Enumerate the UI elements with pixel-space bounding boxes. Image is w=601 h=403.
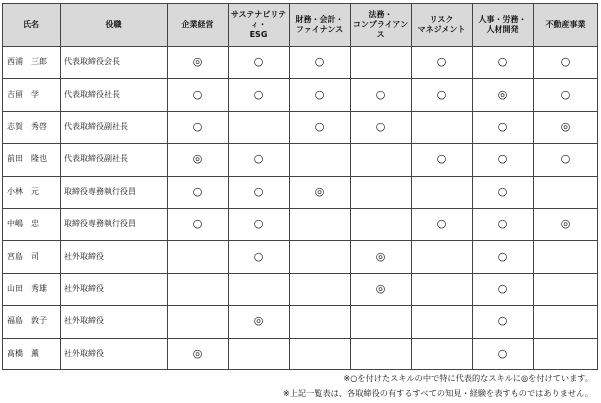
- skill-mark-hr-talent: ○: [497, 184, 508, 198]
- note-double-circle: ※○を付けたスキルの中で特に代表的なスキルに◎を付けています。: [343, 373, 593, 383]
- skill-mark-hr-talent: ○: [497, 346, 508, 360]
- skill-mark-real-estate: [533, 273, 598, 305]
- skill-mark-legal-compliance: [350, 176, 411, 208]
- header-corporate-management: [167, 3, 228, 46]
- skill-mark-risk-management: [411, 338, 472, 370]
- director-title: 代表取締役会長: [64, 57, 120, 67]
- skill-mark-sustainability-esg: ○: [253, 87, 264, 101]
- skill-mark-finance-accounting: [289, 338, 350, 370]
- skill-mark-corporate-management: ○: [192, 217, 203, 231]
- skill-mark-sustainability-esg: ◎: [253, 314, 264, 328]
- grid-line: [2, 208, 598, 209]
- director-title: 社外取締役: [64, 251, 104, 261]
- skill-mark-sustainability-esg: [228, 111, 289, 143]
- skill-mark-sustainability-esg: ○: [253, 152, 264, 166]
- grid-line: [2, 46, 598, 47]
- header-label: リスク マネジメント: [417, 14, 466, 34]
- skill-mark-risk-management: [411, 305, 472, 337]
- skill-mark-real-estate: ○: [560, 55, 571, 69]
- director-name: 前田 隆也: [7, 154, 47, 164]
- skill-mark-finance-accounting: [289, 208, 350, 240]
- skill-mark-hr-talent: ○: [497, 55, 508, 69]
- skill-mark-corporate-management: [167, 240, 228, 272]
- director-title: 取締役専務執行役員: [64, 186, 136, 196]
- header-real-estate: [533, 3, 598, 46]
- skill-mark-hr-talent: ○: [497, 281, 508, 295]
- skill-mark-sustainability-esg: [228, 338, 289, 370]
- skill-mark-real-estate: [533, 338, 598, 370]
- skill-mark-hr-talent: ○: [497, 217, 508, 231]
- skill-mark-real-estate: ◎: [560, 119, 571, 133]
- director-title: 社外取締役: [64, 316, 104, 326]
- grid-line: [228, 3, 229, 370]
- header-sustainability-esg: [228, 3, 289, 46]
- grid-line: [411, 3, 412, 370]
- skill-mark-risk-management: [411, 111, 472, 143]
- skill-mark-corporate-management: ◎: [192, 346, 203, 360]
- skill-mark-corporate-management: [167, 305, 228, 337]
- header-label: 企業経営: [181, 19, 214, 29]
- grid-line: [533, 3, 534, 370]
- skill-mark-corporate-management: ◎: [192, 152, 203, 166]
- skill-mark-legal-compliance: ○: [375, 87, 386, 101]
- skill-mark-corporate-management: ○: [192, 119, 203, 133]
- skill-mark-risk-management: ○: [436, 55, 447, 69]
- skill-mark-risk-management: [411, 240, 472, 272]
- skill-mark-sustainability-esg: [228, 273, 289, 305]
- note-disclaimer: ※上記一覧表は、各取締役の有するすべての知見・経験を表すものではありません。: [282, 388, 593, 398]
- header-hr-talent: [472, 3, 533, 46]
- grid-line: [597, 3, 598, 370]
- skill-mark-real-estate: [533, 305, 598, 337]
- header-legal-compliance: [350, 3, 411, 46]
- director-name: 西浦 三郎: [7, 57, 47, 67]
- skill-mark-real-estate: [533, 240, 598, 272]
- grid-line: [2, 240, 598, 241]
- skill-mark-hr-talent: ○: [497, 314, 508, 328]
- skill-mark-real-estate: ○: [560, 152, 571, 166]
- skill-mark-risk-management: ○: [436, 152, 447, 166]
- skill-mark-legal-compliance: [350, 46, 411, 78]
- skill-mark-real-estate: ◎: [560, 217, 571, 231]
- grid-line: [2, 338, 598, 339]
- skill-mark-corporate-management: [167, 273, 228, 305]
- grid-line: [167, 3, 168, 370]
- skill-mark-finance-accounting: ○: [314, 87, 325, 101]
- skill-mark-hr-talent: ○: [497, 119, 508, 133]
- grid-line: [2, 111, 598, 112]
- skill-mark-corporate-management: ◎: [192, 55, 203, 69]
- director-name: 山田 秀雄: [7, 283, 47, 293]
- grid-line: [2, 305, 598, 306]
- grid-line: [2, 273, 598, 274]
- skill-mark-legal-compliance: [350, 305, 411, 337]
- director-name: 髙橋 薫: [7, 348, 39, 358]
- skill-mark-legal-compliance: [350, 208, 411, 240]
- skill-mark-finance-accounting: ◎: [314, 184, 325, 198]
- skill-mark-hr-talent: ○: [497, 249, 508, 263]
- header-label: サステナビリティ・ ESG: [230, 9, 287, 39]
- director-title: 社外取締役: [64, 283, 104, 293]
- grid-line: [2, 78, 598, 79]
- grid-line: [289, 3, 290, 370]
- skill-mark-finance-accounting: [289, 143, 350, 175]
- grid-line: [2, 3, 598, 4]
- director-name: 福島 敦子: [7, 316, 47, 326]
- skill-mark-legal-compliance: ◎: [375, 249, 386, 263]
- header-label: 役職: [105, 19, 122, 29]
- skill-mark-finance-accounting: ○: [314, 119, 325, 133]
- grid-line: [2, 369, 598, 370]
- header-label: 財務・会計・ ファイナンス: [295, 14, 344, 34]
- header-risk-management: [411, 3, 472, 46]
- director-title: 代表取締役副社長: [64, 154, 128, 164]
- director-name: 吉留 学: [7, 89, 39, 99]
- skill-mark-legal-compliance: [350, 143, 411, 175]
- skill-mark-real-estate: [533, 176, 598, 208]
- header-label: 不動産事業: [545, 19, 586, 29]
- header-name: [2, 3, 60, 46]
- skill-mark-corporate-management: ○: [192, 87, 203, 101]
- skill-mark-real-estate: ○: [560, 87, 571, 101]
- skill-mark-sustainability-esg: ○: [253, 249, 264, 263]
- director-name: 中嶋 忠: [7, 219, 39, 229]
- header-label: 氏名: [23, 19, 39, 29]
- grid-line: [2, 143, 598, 144]
- director-name: 志賀 秀啓: [7, 121, 47, 131]
- skill-mark-finance-accounting: [289, 305, 350, 337]
- skill-mark-corporate-management: ○: [192, 184, 203, 198]
- skill-matrix-table: [2, 3, 598, 370]
- grid-line: [2, 3, 3, 370]
- grid-line: [350, 3, 351, 370]
- director-title: 取締役専務執行役員: [64, 219, 136, 229]
- skill-mark-legal-compliance: ◎: [375, 281, 386, 295]
- header-title: [60, 3, 167, 46]
- skill-mark-finance-accounting: [289, 240, 350, 272]
- header-label: 法務・ コンプライアンス: [352, 9, 409, 39]
- header-label: 人事・労務・ 人材開発: [478, 14, 527, 34]
- director-title: 代表取締役社長: [64, 89, 120, 99]
- skill-mark-risk-management: [411, 176, 472, 208]
- skill-mark-hr-talent: ○: [497, 152, 508, 166]
- grid-line: [472, 3, 473, 370]
- director-name: 小林 元: [7, 186, 39, 196]
- skill-mark-hr-talent: ◎: [497, 87, 508, 101]
- skill-mark-risk-management: ○: [436, 217, 447, 231]
- director-title: 代表取締役副社長: [64, 121, 128, 131]
- header-finance-accounting: [289, 3, 350, 46]
- skill-mark-risk-management: ○: [436, 87, 447, 101]
- skill-mark-sustainability-esg: ○: [253, 184, 264, 198]
- director-name: 宮島 司: [7, 251, 39, 261]
- grid-line: [2, 176, 598, 177]
- skill-mark-risk-management: [411, 273, 472, 305]
- skill-mark-finance-accounting: ○: [314, 55, 325, 69]
- grid-line: [60, 3, 61, 370]
- skill-mark-sustainability-esg: ○: [253, 55, 264, 69]
- skill-mark-sustainability-esg: ○: [253, 217, 264, 231]
- skill-mark-finance-accounting: [289, 273, 350, 305]
- skill-mark-legal-compliance: ○: [375, 119, 386, 133]
- director-title: 社外取締役: [64, 348, 104, 358]
- skill-mark-legal-compliance: [350, 338, 411, 370]
